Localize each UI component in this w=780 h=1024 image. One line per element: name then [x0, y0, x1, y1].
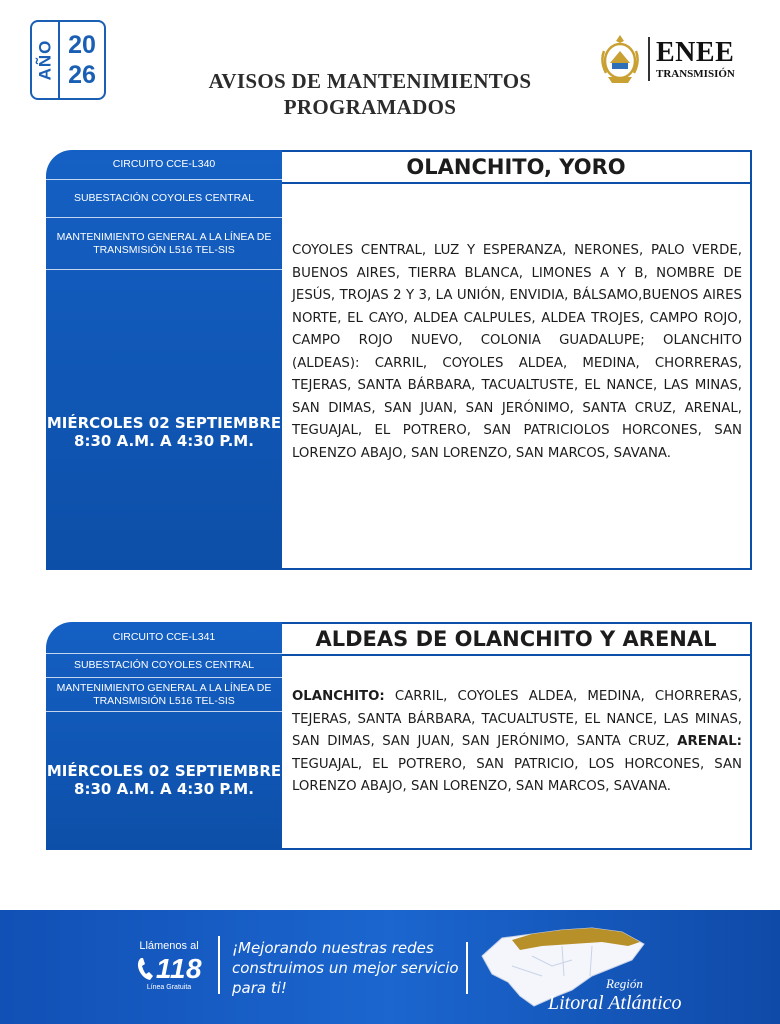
date-line1: MIÉRCOLES 02 SEPTIEMBRE [46, 414, 282, 432]
work-label: MANTENIMIENTO GENERAL A LA LÍNEA DE TRANSMISIÓN L516 TEL-SIS [46, 678, 282, 712]
hotline-number: 118 [155, 953, 203, 984]
logo-divider [648, 37, 650, 81]
date-label [46, 414, 282, 450]
coat-of-arms-logo [598, 31, 642, 87]
substation-label: SUBESTACIÓN COYOLES CENTRAL [46, 654, 282, 678]
area-list-olanchito: CARRIL, COYOLES ALDEA, MEDINA, CHORRERAS, TEJERAS, SANTA BÁRBARA, TACUALTUSTE, EL NANCE, LAS MINAS, SAN DIMAS, SAN JUAN, SAN JERÓNIMO, SANTA CRUZ, [292, 689, 742, 749]
area-title: ALDEAS DE OLANCHITO Y ARENAL [282, 624, 750, 656]
logo-brand: ENEE [656, 36, 735, 68]
year-digits [60, 22, 104, 98]
area-list [292, 686, 742, 799]
year-word: AÑO [35, 39, 54, 81]
page-title-line2: PROGRAMADOS [283, 95, 457, 119]
date-line2: 8:30 A.M. A 4:30 P.M. [74, 432, 254, 450]
logo-sub: TRANSMISIÓN [656, 67, 735, 80]
substation-label: SUBESTACIÓN COYOLES CENTRAL [46, 180, 282, 218]
page-title-line1: AVISOS DE MANTENIMIENTOS [208, 69, 532, 93]
year-word-box [32, 22, 60, 98]
footer-slogan: ¡Mejorando nuestras redes construimos un mejor servicio para ti! [232, 939, 459, 997]
footer-divider-1 [218, 936, 220, 994]
notice-area-panel [282, 622, 752, 850]
hotline [128, 940, 210, 991]
area-title: OLANCHITO, YORO [282, 152, 750, 184]
date-label [46, 762, 282, 798]
hotline-number-row [128, 953, 210, 985]
region-label: Región [606, 976, 643, 991]
work-label: MANTENIMIENTO GENERAL A LA LÍNEA DE TRANSMISIÓN L516 TEL-SIS [46, 218, 282, 270]
circuit-label: CIRCUITO CCE-L340 [46, 150, 282, 180]
notice-card-2 [46, 622, 752, 850]
circuit-label: CIRCUITO CCE-L341 [46, 622, 282, 654]
notice-card-1 [46, 150, 752, 570]
year-bottom: 26 [68, 61, 96, 89]
date-line2: 8:30 A.M. A 4:30 P.M. [74, 780, 254, 798]
logo-text [656, 36, 735, 80]
page-title [150, 68, 590, 120]
hotline-label: Llámenos al [139, 940, 199, 952]
area-list-arenal: TEGUAJAL, EL POTRERO, SAN PATRICIO, LOS HORCONES, SAN LORENZO ABAJO, SAN LORENZO, SAN MARCOS, SAVANA. [292, 756, 742, 794]
date-line1: MIÉRCOLES 02 SEPTIEMBRE [46, 762, 282, 780]
notice-info-panel [46, 150, 282, 570]
phone-icon [136, 956, 156, 982]
area-label-arenal: ARENAL: [677, 734, 742, 749]
hotline-sub: Línea Gratuita [146, 984, 192, 991]
year-top: 20 [68, 31, 96, 59]
notice-area-panel [282, 150, 752, 570]
area-label-olanchito: OLANCHITO: [292, 689, 385, 704]
region-name: Litoral Atlántico [548, 992, 682, 1014]
footer-divider-2 [466, 942, 468, 994]
notice-info-panel [46, 622, 282, 850]
year-badge [30, 20, 106, 100]
area-list: COYOLES CENTRAL, LUZ Y ESPERANZA, NERONES, PALO VERDE, BUENOS AIRES, TIERRA BLANCA, LIMONES A Y B, NOMBRE DE JESÚS, TROJAS 2 Y 3, LA UNIÓN, ENVIDIA, BÁLSAMO,BUENOS AIRES NORTE, EL CAYO, ALDEA CALPULES, ALDEA TROJES, CAMPO ROJO, CAMPO ROJO NUEVO, COLONIA GUADALUPE; OLANCHITO (ALDEAS): CARRIL, COYOLES ALDEA, MEDINA, CHORRERAS, TEJERAS, SANTA BÁRBARA, TACUALTUSTE, EL NANCE, LAS MINAS, SAN DIMAS, SAN JUAN, SAN JERÓNIMO, SANTA CRUZ, ARENAL, TEGUAJAL, EL POTRERO, SAN PATRICIOLOS HORCONES, SAN LORENZO ABAJO, SAN LORENZO, SAN MARCOS, SAVANA. [292, 243, 742, 461]
enee-logo [598, 30, 758, 88]
